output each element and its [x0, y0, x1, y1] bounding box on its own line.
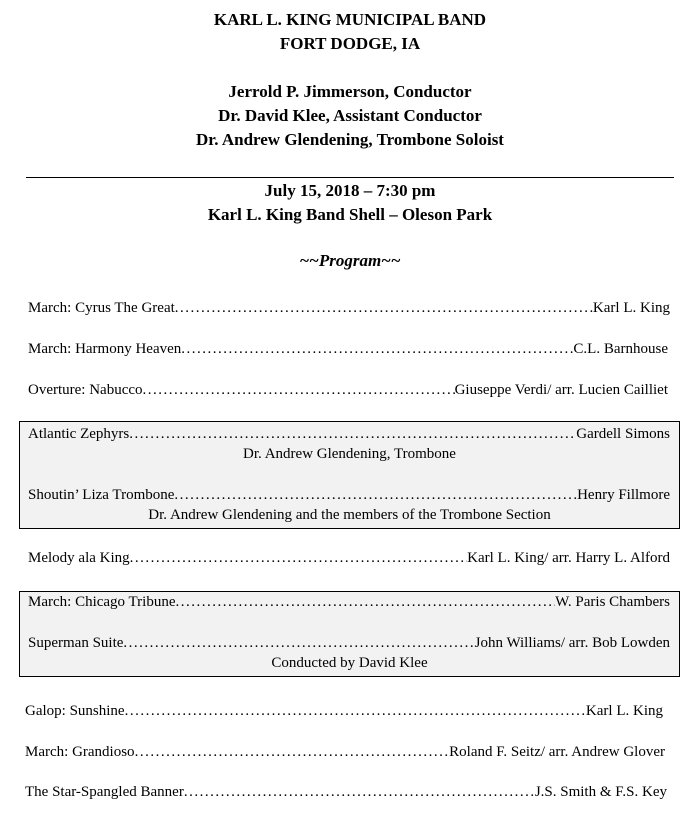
piece-title: March: Harmony Heaven: [28, 341, 182, 357]
piece-title: March: Chicago Tribune: [28, 594, 176, 610]
piece-title: March: Cyrus The Great: [28, 300, 175, 316]
piece-note: Conducted by David Klee: [271, 655, 428, 671]
piece-title: Shoutin’ Liza Trombone: [28, 487, 175, 503]
piece-composer: Gardell Simons: [576, 426, 670, 442]
soloist: Dr. Andrew Glendening, Trombone Soloist: [196, 130, 504, 149]
piece-composer: W. Paris Chambers: [555, 594, 670, 610]
leader-dots: [176, 594, 556, 611]
program-item: [28, 426, 670, 446]
band-name: KARL L. KING MUNICIPAL BAND: [213, 10, 487, 29]
program-item: [25, 744, 665, 764]
piece-title: The Star-Spangled Banner: [25, 784, 184, 800]
piece-composer: Roland F. Seitz/ arr. Andrew Glover: [449, 744, 665, 760]
concert-date: July 15, 2018 – 7:30 pm: [264, 181, 436, 200]
piece-title: March: Grandioso: [25, 744, 135, 760]
concert-venue: Karl L. King Band Shell – Oleson Park: [207, 205, 493, 224]
assistant-conductor: Dr. David Klee, Assistant Conductor: [218, 106, 482, 125]
piece-note: Dr. Andrew Glendening, Trombone: [243, 446, 456, 462]
leader-dots: [129, 426, 576, 443]
leader-dots: [174, 487, 577, 504]
piece-title: Overture: Nabucco: [28, 382, 143, 398]
piece-composer: Henry Fillmore: [577, 487, 670, 503]
piece-title: Superman Suite: [28, 635, 124, 651]
program-item: [28, 300, 670, 320]
piece-composer: Karl L. King/ arr. Harry L. Alford: [467, 550, 670, 566]
program-item: [28, 382, 668, 402]
conductor: Jerrold P. Jimmerson, Conductor: [228, 82, 472, 101]
leader-dots: [125, 703, 586, 720]
band-location: FORT DODGE, IA: [279, 34, 421, 53]
program-item: [25, 784, 667, 804]
piece-title: Melody ala King: [28, 550, 130, 566]
program-item: [28, 341, 668, 361]
leader-dots: [123, 635, 474, 652]
piece-composer: C.L. Barnhouse: [573, 341, 668, 357]
leader-dots: [184, 784, 535, 801]
program-item: [28, 635, 670, 655]
program-item: [28, 594, 670, 614]
program-item: [28, 550, 670, 570]
leader-dots: [135, 744, 450, 761]
leader-dots: [181, 341, 573, 358]
leader-dots: [143, 382, 455, 399]
piece-title: Galop: Sunshine: [25, 703, 125, 719]
program-item: [25, 703, 663, 723]
leader-dots: [175, 300, 593, 317]
piece-note: Dr. Andrew Glendening and the members of the Trombone Section: [148, 507, 551, 523]
program-item: [28, 487, 670, 507]
leader-dots: [130, 550, 467, 567]
piece-composer: Giuseppe Verdi/ arr. Lucien Cailliet: [454, 382, 668, 398]
piece-composer: J.S. Smith & F.S. Key: [534, 784, 667, 800]
piece-composer: Karl L. King: [592, 300, 670, 316]
piece-title: Atlantic Zephyrs: [28, 426, 130, 442]
piece-composer: John Williams/ arr. Bob Lowden: [474, 635, 670, 651]
piece-composer: Karl L. King: [585, 703, 663, 719]
program-heading: ~~Program~~: [299, 251, 401, 270]
divider: [26, 177, 674, 178]
